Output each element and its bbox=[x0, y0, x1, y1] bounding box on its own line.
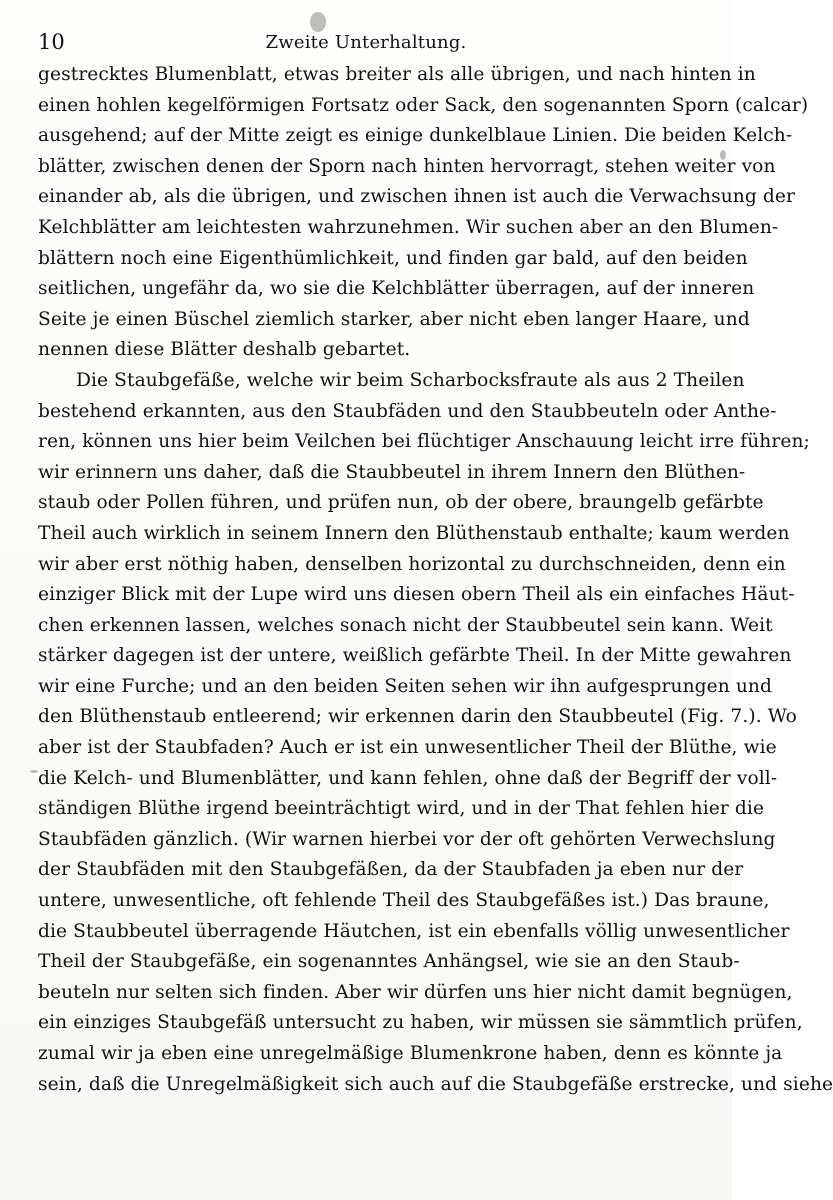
text-line: seitlichen, ungefähr da, wo sie die Kelchblätter überragen, auf der inneren bbox=[38, 278, 755, 300]
text-line: einander ab, als die übrigen, und zwischen ihnen ist auch die Verwachsung der bbox=[38, 186, 795, 208]
text-line: beuteln nur selten sich finden. Aber wir dürfen uns hier nicht damit begnügen, bbox=[38, 981, 793, 1003]
text-line: der Staubfäden mit den Staubgefäßen, da der Staubfaden ja eben nur der bbox=[38, 859, 744, 881]
text-line: sein, daß die Unregelmäßigkeit sich auch auf die Staubgefäße erstrecke, und siehe bbox=[38, 1073, 833, 1095]
text-line: Theil der Staubgefäße, ein sogenanntes Anhängsel, wie sie an den Staub- bbox=[38, 951, 740, 973]
text-line: wir erinnern uns daher, daß die Staubbeutel in ihrem Innern den Blüthen- bbox=[38, 461, 746, 483]
text-line: ren, können uns hier beim Veilchen bei flüchtiger Anschauung leicht irre führen; bbox=[38, 431, 810, 453]
text-line: chen erkennen lassen, welches sonach nicht der Staubbeutel sein kann. Weit bbox=[38, 614, 773, 636]
text-line: untere, unwesentliche, oft fehlende Theil des Staubgefäßes ist.) Das braune, bbox=[38, 890, 770, 912]
text-line: Staubfäden gänzlich. (Wir warnen hierbei vor der oft gehörten Verwechslung bbox=[38, 828, 776, 850]
page-header bbox=[38, 30, 694, 60]
text-line: wir eine Furche; und an den beiden Seiten sehen wir ihn aufgesprungen und bbox=[38, 675, 773, 697]
text-line: ständigen Blüthe irgend beeinträchtigt wird, und in der That fehlen hier die bbox=[38, 798, 765, 820]
text-line: blätter, zwischen denen der Sporn nach hinten hervorragt, stehen weiter von bbox=[38, 155, 776, 177]
text-line: einziger Blick mit der Lupe wird uns diesen obern Theil als ein einfaches Häut- bbox=[38, 584, 795, 606]
text-line: Kelchblätter am leichtesten wahrzunehmen. Wir suchen aber an den Blumen- bbox=[38, 216, 779, 238]
text-line: die Staubbeutel überragende Häutchen, ist ein ebenfalls völlig unwesentlicher bbox=[38, 920, 790, 942]
ink-smudge bbox=[30, 770, 38, 773]
text-line: den Blüthenstaub entleerend; wir erkennen darin den Staubbeutel (Fig. 7.). Wo bbox=[38, 706, 797, 728]
text-line: ausgehend; auf der Mitte zeigt es einige dunkelblaue Linien. Die beiden Kelch- bbox=[38, 125, 793, 147]
text-line: staub oder Pollen führen, und prüfen nun, ob der obere, braungelb gefärbte bbox=[38, 492, 764, 514]
text-line: die Kelch- und Blumenblätter, und kann fehlen, ohne daß der Begriff der voll- bbox=[38, 767, 778, 789]
text-line: zumal wir ja eben eine unregelmäßige Blumenkrone haben, denn es könnte ja bbox=[38, 1043, 783, 1064]
text-line: gestrecktes Blumenblatt, etwas breiter als alle übrigen, und nach hinten in bbox=[38, 64, 756, 85]
text-line: Seite je einen Büschel ziemlich starker, aber nicht eben langer Haare, und bbox=[38, 308, 750, 330]
text-line: nennen diese Blätter deshalb gebartet. bbox=[38, 339, 411, 361]
ink-smudge bbox=[310, 12, 326, 32]
text-line: blättern noch eine Eigenthümlichkeit, und finden gar bald, auf den beiden bbox=[38, 247, 748, 269]
text-line: stärker dagegen ist der untere, weißlich gefärbte Theil. In der Mitte gewahren bbox=[38, 645, 792, 667]
body-text bbox=[38, 60, 833, 1100]
text-line: Die Staubgefäße, welche wir beim Scharbocksfraute als aus 2 Theilen bbox=[76, 369, 745, 391]
running-head: Zweite Unterhaltung. bbox=[265, 32, 467, 53]
text-line: wir aber erst nöthig haben, denselben horizontal zu durchschneiden, denn ein bbox=[38, 553, 786, 575]
text-line: aber ist der Staubfaden? Auch er ist ein unwesentlicher Theil der Blüthe, wie bbox=[38, 737, 777, 759]
text-line: einen hohlen kegelförmigen Fortsatz oder Sack, den sogenannten Sporn (calcar) bbox=[38, 94, 809, 116]
text-line: bestehend erkannten, aus den Staubfäden und den Staubbeuteln oder Anthe- bbox=[38, 400, 777, 422]
page-number: 10 bbox=[38, 30, 65, 54]
text-line: ein einziges Staubgefäß untersucht zu haben, wir müssen sie sämmtlich prüfen, bbox=[38, 1012, 803, 1034]
text-line: Theil auch wirklich in seinem Innern den Blüthenstaub enthalte; kaum werden bbox=[38, 522, 790, 544]
